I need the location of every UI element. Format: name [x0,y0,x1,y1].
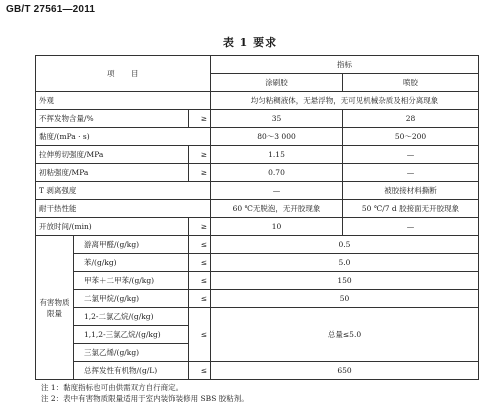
row-spray-value: — [343,146,479,164]
row-label: 耐干热性能 [36,200,211,218]
row-operator: ≤ [189,362,211,380]
table-row [36,200,479,218]
row-spray-value: — [343,218,479,236]
table-row [36,92,479,110]
row-label: 1,2-二氯乙烷/(g/kg) [74,308,189,326]
row-operator: ≤ [189,254,211,272]
row-value: 均匀粘稠液体，无悬浮物，无可见机械杂质及相分离现象 [211,92,479,110]
table-row [36,308,479,326]
header-brush: 涂刷胶 [211,74,343,92]
row-operator: ≥ [189,218,211,236]
row-value: 50 [211,290,479,308]
row-value: 5.0 [211,254,479,272]
row-operator: ≤ [189,272,211,290]
table-row [36,218,479,236]
table-header-row [36,56,479,74]
row-label: 二氯甲烷/(g/kg) [74,290,189,308]
row-spray-value: 被胶接材料撕断 [343,182,479,200]
requirements-table [35,55,479,380]
row-value: 0.5 [211,236,479,254]
row-label: 开放时间/(min) [36,218,189,236]
table-row [36,182,479,200]
row-operator: ≥ [189,164,211,182]
row-brush-value: 10 [211,218,343,236]
table-row [36,254,479,272]
row-brush-value: 80～3 000 [211,128,343,146]
standard-number: GB/T 27561—2011 [6,4,96,15]
row-operator: ≤ [189,290,211,308]
row-value: 总量≤5.0 [211,308,479,362]
row-label: 拉伸剪切强度/MPa [36,146,189,164]
row-value: 150 [211,272,479,290]
row-brush-value: 1.15 [211,146,343,164]
table-notes [35,382,478,404]
table-row [36,128,479,146]
row-spray-value: 50～200 [343,128,479,146]
header-spray: 喷胶 [343,74,479,92]
row-brush-value: 0.70 [211,164,343,182]
row-operator: ≤ [189,236,211,254]
table-row [36,146,479,164]
row-brush-value: — [211,182,343,200]
row-brush-value: 35 [211,110,343,128]
row-operator: ≥ [189,146,211,164]
row-operator: ≥ [189,110,211,128]
table-row [36,272,479,290]
table-row [36,164,479,182]
row-label: 苯/(g/kg) [74,254,189,272]
table-row [36,362,479,380]
note-2: 注 2：表中有害物质限量适用于室内装饰装修用 SBS 胶粘剂。 [41,394,249,403]
row-brush-value: 60 ℃无脱泡，无开胶现象 [211,200,343,218]
row-spray-value: 50 ℃/7 d 胶接面无开胶现象 [343,200,479,218]
row-label: T 剥离强度 [36,182,211,200]
header-item: 项 目 [36,56,211,92]
row-label: 初粘强度/MPa [36,164,189,182]
harmful-category-label: 有害物质限量 [36,236,74,380]
row-label: 外观 [36,92,211,110]
row-label: 1,1,2-三氯乙烷/(g/kg) [74,326,189,344]
row-label: 总挥发性有机物/(g/L) [74,362,189,380]
row-operator: ≤ [189,308,211,362]
row-label: 游离甲醛/(g/kg) [74,236,189,254]
row-value: 650 [211,362,479,380]
table-caption: 表 1 要求 [222,36,278,49]
row-spray-value: — [343,164,479,182]
header-indicator: 指标 [211,56,479,74]
table-row [36,110,479,128]
row-label: 黏度/(mPa · s) [36,128,211,146]
row-label: 不挥发物含量/% [36,110,189,128]
table-row [36,236,479,254]
table-row [36,290,479,308]
row-spray-value: 28 [343,110,479,128]
note-1: 注 1：黏度指标也可由供需双方自行商定。 [41,383,184,392]
row-label: 甲苯＋二甲苯/(g/kg) [74,272,189,290]
row-label: 三氯乙烯/(g/kg) [74,344,189,362]
